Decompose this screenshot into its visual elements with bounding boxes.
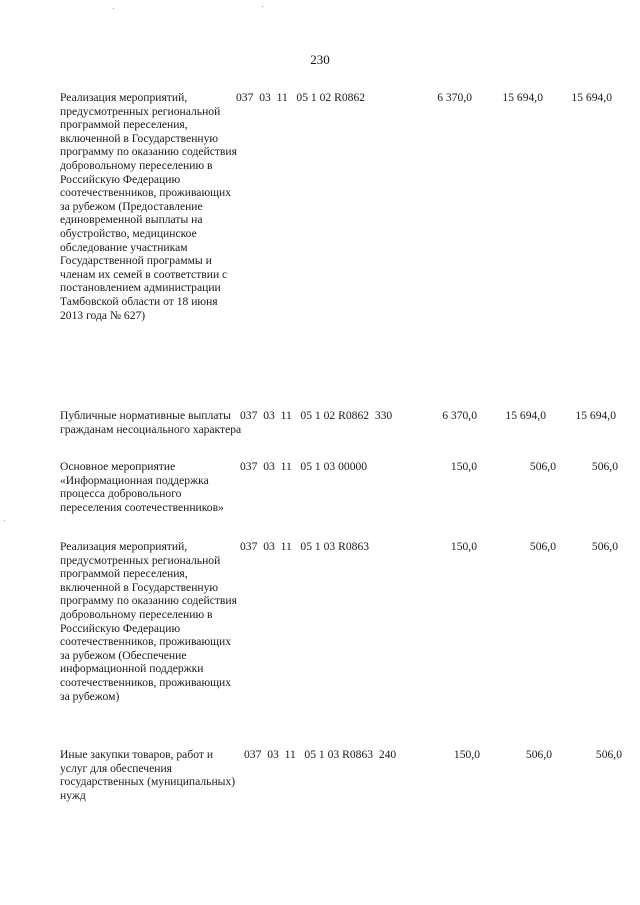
row-value-2: 506,0 xyxy=(525,748,552,761)
scan-speck xyxy=(113,8,114,9)
row-value-3: 506,0 xyxy=(595,748,622,761)
row-value-2: 15 694,0 xyxy=(505,409,546,422)
row-code: 037 03 11 05 1 02 R0862 330 xyxy=(240,409,393,422)
row-value-1: 6 370,0 xyxy=(437,91,472,104)
row-name: Публичные нормативные выплаты гражданам несоциального характера xyxy=(60,409,242,436)
scan-speck xyxy=(4,520,5,521)
row-name: Основное мероприятие «Информационная поддержка процесса добровольного переселения соотечественников» xyxy=(60,460,224,514)
row-name: Реализация мероприятий, предусмотренных региональной программой переселения, включенной в Государственную программу по оказанию содействия добровольному переселению в Российскую Федерацию соотечественников, проживающих за рубежом (Обеспечение информационной поддержки соотечественников, проживающих за рубежом) xyxy=(60,540,237,703)
row-code: 037 03 11 05 1 03 R0863 xyxy=(240,540,370,553)
row-value-2: 506,0 xyxy=(529,540,556,553)
row-value-1: 150,0 xyxy=(450,460,477,473)
row-code: 037 03 11 05 1 03 R0863 240 xyxy=(244,748,397,761)
row-code: 037 03 11 05 1 03 00000 xyxy=(240,460,368,473)
row-value-2: 506,0 xyxy=(529,460,556,473)
row-name: Иные закупки товаров, работ и услуг для обеспечения государственных (муниципальных) нужд xyxy=(60,748,236,802)
scan-speck xyxy=(262,6,263,7)
row-name: Реализация мероприятий, предусмотренных региональной программой переселения, включенной в Государственную программу по оказанию содействия добровольному переселению в Российскую Федерацию соотечественников, проживающих за рубежом (Предоставление единовременной выплаты на обустройство, медицинское обследование участникам Государственной программы и членам их семей в соответствии с постановлением администрации Тамбовской области от 18 июня 2013 года № 627) xyxy=(60,91,237,322)
page-number: 230 xyxy=(310,52,330,67)
row-code: 037 03 11 05 1 02 R0862 xyxy=(236,91,366,104)
row-value-1: 150,0 xyxy=(450,540,477,553)
row-value-3: 506,0 xyxy=(591,540,618,553)
row-value-3: 15 694,0 xyxy=(571,91,612,104)
row-value-2: 15 694,0 xyxy=(502,91,543,104)
row-value-1: 150,0 xyxy=(453,748,480,761)
row-value-1: 6 370,0 xyxy=(442,409,477,422)
row-value-3: 15 694,0 xyxy=(575,409,616,422)
row-value-3: 506,0 xyxy=(591,460,618,473)
